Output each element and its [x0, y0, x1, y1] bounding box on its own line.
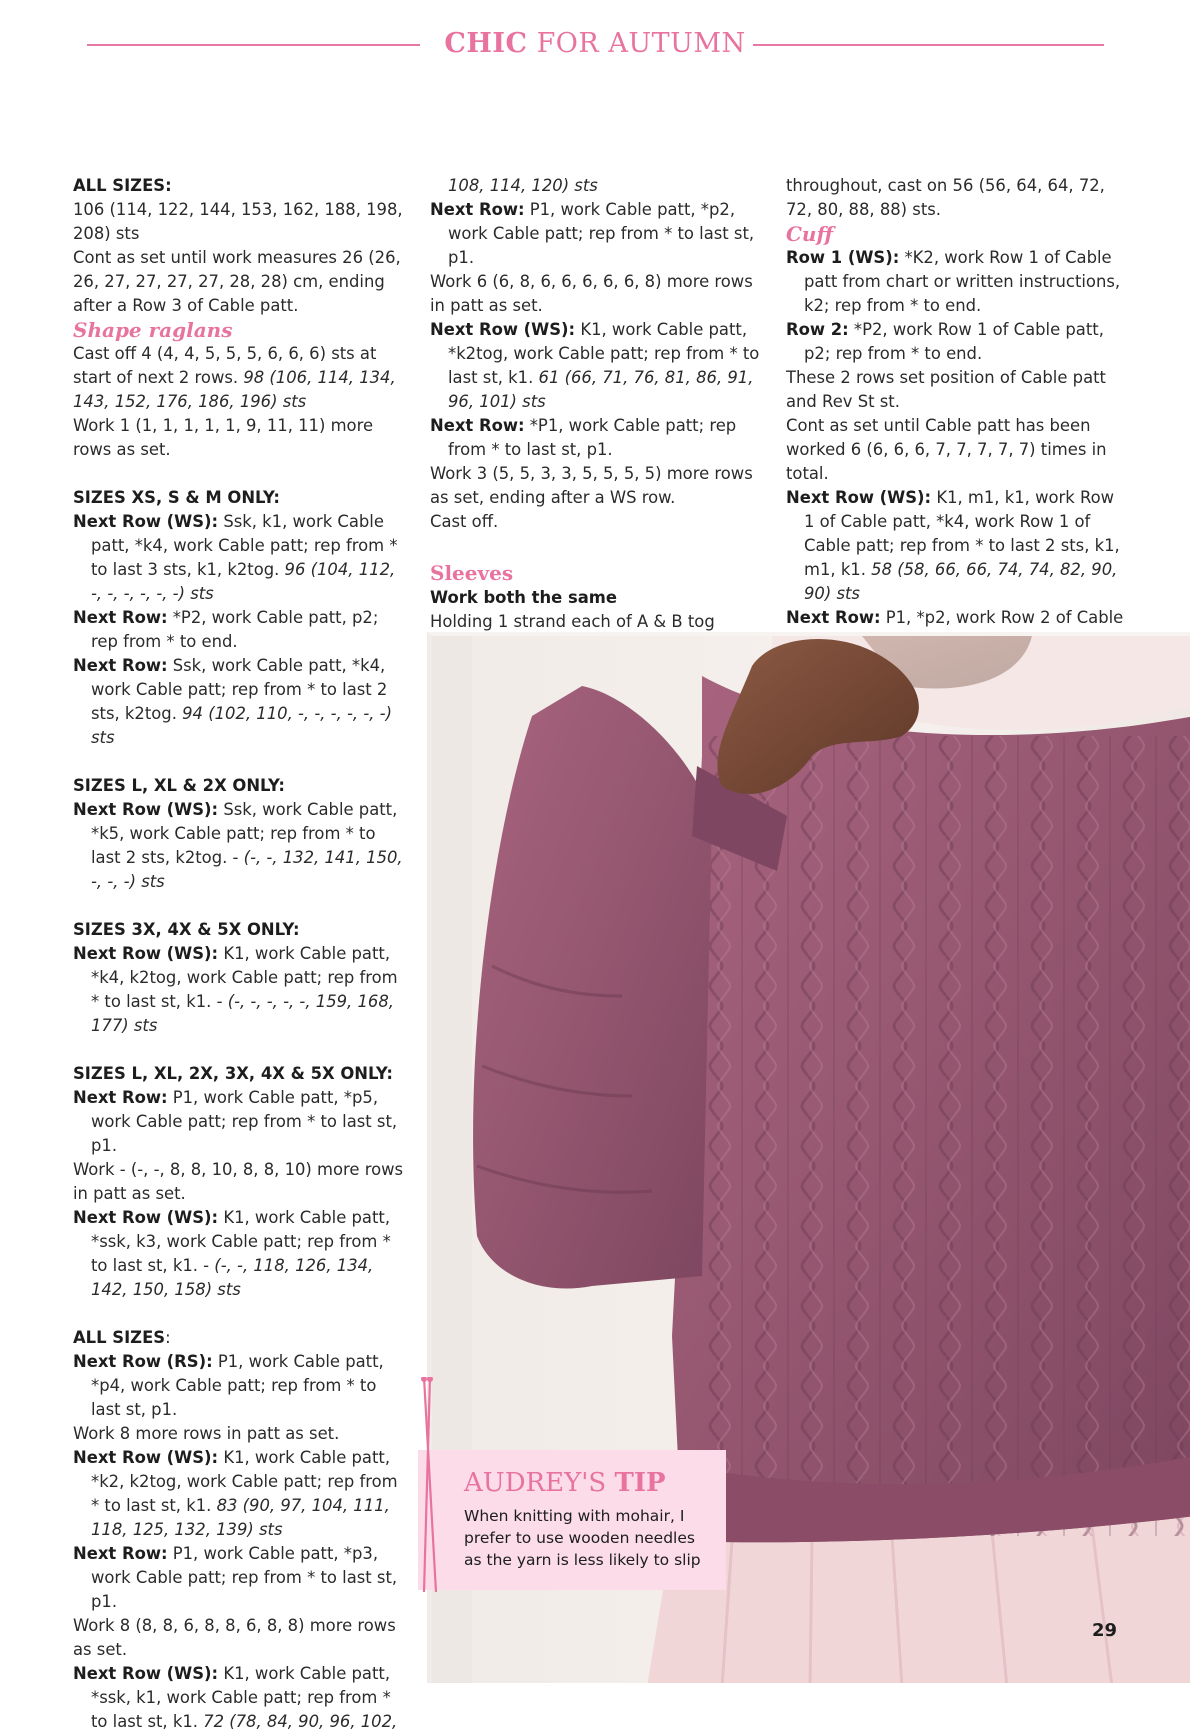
stitch-count: 83 (90, 97, 104, 111, 118, 125, 132, 139) sts: [91, 1496, 390, 1539]
instruction-row: [73, 1350, 409, 1422]
row-label: Next Row:: [73, 1544, 168, 1563]
paragraph: Work - (-, -, 8, 8, 10, 8, 8, 10) more rows in patt as set.: [73, 1160, 404, 1203]
row-label: Next Row:: [73, 608, 168, 627]
row-label: Next Row (RS):: [73, 1352, 213, 1371]
instruction-row: [430, 318, 765, 414]
row-text: K1, work Cable patt, *k2, k2tog, work Cable patt; rep from * to last st, k1.: [91, 1448, 398, 1515]
row-label: Next Row:: [430, 416, 525, 435]
tip-title: [464, 1468, 666, 1498]
stitch-count: 61 (66, 71, 76, 81, 86, 91, 96, 101) sts: [448, 368, 754, 411]
page-number: 29: [1092, 1620, 1118, 1641]
header-title-rest: FOR AUTUMN: [527, 28, 746, 59]
paragraph: Work 1 (1, 1, 1, 1, 1, 9, 11, 11) more rows as set.: [73, 416, 374, 459]
instruction-row: [73, 1086, 409, 1158]
instruction-row: [73, 510, 409, 606]
stitch-count: (-, -, 132, 141, 150, -, -, -) sts: [91, 848, 403, 891]
paragraph: Work 8 more rows in patt as set.: [73, 1424, 340, 1443]
paragraph: Work 8 (8, 8, 6, 8, 8, 6, 8, 8) more rows as set.: [73, 1616, 396, 1659]
row-label: Next Row (WS):: [73, 1208, 219, 1227]
row-text: K1, work Cable patt, *k2tog, work Cable patt; rep from * to last st, k1.: [448, 320, 760, 387]
row-label: Next Row (WS):: [430, 320, 576, 339]
row-text: *P1, work Cable patt; rep from * to last st, p1.: [448, 416, 737, 459]
stitch-count: 96 (104, 112, -, -, -, -, -, -) sts: [91, 560, 396, 603]
instruction-row: [73, 606, 409, 654]
tip-text: When knitting with mohair, I prefer to use wooden needles as the yarn is less likely to slip: [464, 1507, 701, 1569]
instruction-row: [786, 246, 1126, 318]
paragraph: Cont as set until Cable patt has been worked 6 (6, 6, 6, 7, 7, 7, 7, 7) times in total.: [786, 416, 1107, 483]
page-header-title: [0, 28, 1190, 59]
subheading-cuff: Cuff: [786, 222, 834, 246]
stitch-count: (-, -, 118, 126, 134, 142, 150, 158) sts: [91, 1256, 374, 1299]
knitting-needles-icon: [420, 1377, 442, 1592]
row-text: *K2, work Row 1 of Cable patt from chart or written instructions, k2; rep from * to end.: [804, 248, 1121, 315]
row-text: P1, work Cable patt, *p2, work Cable patt; rep from * to last st, p1.: [448, 200, 755, 267]
row-text: P1, work Cable patt, *p3, work Cable patt; rep from * to last st, p1.: [91, 1544, 398, 1611]
instruction-row: [73, 1206, 409, 1302]
row-text: K1, m1, k1, work Row 1 of Cable patt, *k4, work Row 1 of Cable patt; rep from * to last 2 sts, k1, m1, k1.: [804, 488, 1120, 579]
paragraph: throughout, cast on 56 (56, 64, 64, 72, 72, 80, 88, 88) sts.: [786, 176, 1105, 219]
row-label: Row 2:: [786, 320, 849, 339]
pattern-column-3: [786, 174, 1126, 630]
paragraph: Work 3 (5, 5, 3, 3, 5, 5, 5, 5) more rows as set, ending after a WS row.: [430, 464, 753, 507]
instruction-row: [430, 414, 765, 462]
row-text: P1, *p2, work Row 2 of Cable: [880, 608, 1124, 627]
row-text: *P2, work Cable patt, p2; rep from * to end.: [91, 608, 379, 651]
paragraph: 106 (114, 122, 144, 153, 162, 188, 198, 208) sts: [73, 200, 403, 243]
row-text: P1, work Cable patt, *p4, work Cable patt; rep from * to last st, p1.: [91, 1352, 384, 1419]
row-label: Next Row (WS):: [73, 1664, 219, 1683]
section-heading: [73, 1326, 409, 1350]
section-heading: ALL SIZES:: [73, 176, 172, 195]
heading-text: ALL SIZES: [73, 1328, 166, 1347]
row-label: Next Row:: [430, 200, 525, 219]
instruction-row: [73, 1662, 409, 1734]
stitch-count: 94 (102, 110, -, -, -, -, -, -) sts: [91, 704, 392, 747]
stitch-count: 58 (58, 66, 66, 74, 74, 82, 90, 90) sts: [804, 560, 1118, 603]
instruction-row: [73, 1446, 409, 1542]
subheading-sleeves: Sleeves: [430, 561, 514, 585]
row-text: P1, work Cable patt, *p5, work Cable patt; rep from * to last st, p1.: [91, 1088, 398, 1155]
row-label: Next Row (WS):: [73, 1448, 219, 1467]
row-label: Next Row (WS):: [73, 944, 219, 963]
paragraph: Holding 1 strand each of A & B tog: [430, 612, 715, 631]
pattern-column-2: [430, 174, 765, 634]
row-text: K1, work Cable patt, *k4, k2tog, work Cable patt; rep from * to last st, k1. -: [91, 944, 398, 1011]
section-heading: Work both the same: [430, 588, 617, 607]
paragraph: Work 6 (6, 8, 6, 6, 6, 6, 6, 8) more rows in patt as set.: [430, 272, 753, 315]
row-label: Next Row:: [73, 1088, 168, 1107]
stitch-count-continued: 108, 114, 120) sts: [448, 176, 598, 195]
row-label: Next Row (WS):: [73, 800, 219, 819]
stitch-count: 72 (78, 84, 90, 96, 102,: [203, 1712, 398, 1731]
stitch-count: (-, -, -, -, -, 159, 168, 177) sts: [91, 992, 394, 1035]
instruction-row: [73, 942, 409, 1038]
row-text: Ssk, work Cable patt, *k5, work Cable patt; rep from * to last 2 sts, k2tog. -: [91, 800, 398, 867]
header-title-bold: CHIC: [444, 28, 528, 59]
row-text: Ssk, k1, work Cable patt, *k4, work Cable patt; rep from * to last 3 sts, k1, k2tog.: [91, 512, 398, 579]
section-heading: SIZES L, XL & 2X ONLY:: [73, 776, 285, 795]
instruction-row: [786, 318, 1126, 366]
paragraph: Cast off.: [430, 512, 499, 531]
row-label: Next Row (WS):: [73, 512, 219, 531]
row-text: K1, work Cable patt, *ssk, k1, work Cable patt; rep from * to last st, k1.: [91, 1664, 391, 1731]
paragraph: These 2 rows set position of Cable patt and Rev St st.: [786, 368, 1106, 411]
row-label: Next Row:: [73, 656, 168, 675]
instruction-row: [786, 486, 1126, 606]
section-heading: SIZES XS, S & M ONLY:: [73, 488, 280, 507]
instruction-row: [73, 798, 409, 894]
text: Cast off 4 (4, 4, 5, 5, 5, 6, 6, 6) sts at start of next 2 rows.: [73, 344, 377, 387]
stitch-count: 98 (106, 114, 134, 143, 152, 176, 186, 196) sts: [73, 368, 396, 411]
row-text: *P2, work Row 1 of Cable patt, p2; rep from * to end.: [804, 320, 1104, 363]
instruction-row: [73, 1542, 409, 1614]
section-heading: SIZES L, XL, 2X, 3X, 4X & 5X ONLY:: [73, 1064, 393, 1083]
row-text: K1, work Cable patt, *ssk, k3, work Cable patt; rep from * to last st, k1. -: [91, 1208, 391, 1275]
section-heading: SIZES 3X, 4X & 5X ONLY:: [73, 920, 300, 939]
heading-colon: :: [165, 1328, 171, 1347]
row-text: Ssk, work Cable patt, *k4, work Cable patt; rep from * to last 2 sts, k2tog.: [91, 656, 388, 723]
pattern-column-1: [73, 174, 409, 1734]
row-label: Next Row:: [786, 608, 881, 627]
instruction-row: [73, 654, 409, 750]
tip-title-bold: TIP: [614, 1468, 666, 1498]
paragraph: [73, 342, 409, 414]
tip-title-light: AUDREY'S: [464, 1468, 615, 1498]
subheading-shape-raglans: Shape raglans: [73, 318, 233, 342]
row-label: Next Row (WS):: [786, 488, 932, 507]
instruction-row: [430, 198, 765, 270]
row-label: Row 1 (WS):: [786, 248, 900, 267]
instruction-row: [786, 606, 1126, 630]
paragraph: Cont as set until work measures 26 (26, 26, 27, 27, 27, 27, 28, 28) cm, ending after a Row 3 of Cable patt.: [73, 248, 401, 315]
